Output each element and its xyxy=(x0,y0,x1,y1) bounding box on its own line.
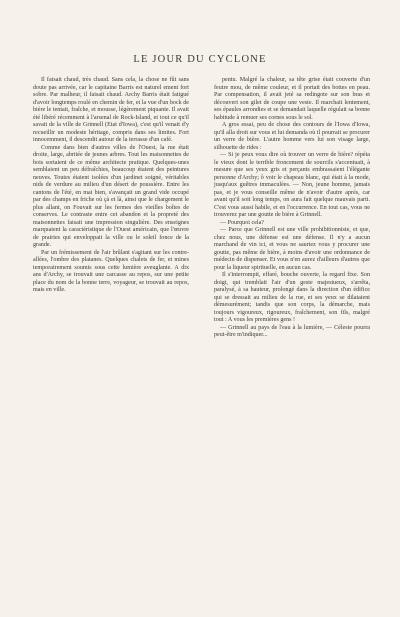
paragraph: Il faisait chaud, très chaud. Sans cela, la chose ne fût sans doute pas arrivée, car le capitaine Barris est naturel ement fort sobre. Par malheur, il faisait chaud. Archy Barris était fatigué d'avoir longtemps roulé en chemin de fer, et la vue d'un bock de bière le tentait, fraîche, et mousse, légèrement piquante. Il avait été libéré récemment à l'arsenal de Rock-Island, et tout ce qu'il savait de la ville de Grinnell (Etat d'Iowa), c'est qu'il venait d'y recueillir un modeste héritage, compris dans ses limites. Fort innocemment, il descendit autour de la terrasse d'un café. xyxy=(33,77,189,143)
paragraph: — Si je peux vous dire où trouver un verre de bière? répéta le vieux dont le terrible froncement de sourcils s'accentuait, à mesure que ses yeux gris et perçants embrassaient l'élégante personne d'Archy; ô voir le chapeau blanc, qui était à la mode, jusqu'aux guêtres immaculées. — Non, jeune homme, jamais pas, et je vous conseille même de n'avoir d'autre aprés, car avant qu'il soit long temps, on aura fait quelque mauvais parti. C'est vous aussi habile, et en l'occurrence. En tout cas, vous ne trouverez par une goutte de bière à Grinnell. xyxy=(214,152,370,218)
left-text-column xyxy=(33,77,189,295)
paragraph: — Grinnell au pays de l'eau à la lumière, — Céleste pourra peut-être m'indiquer... xyxy=(214,324,370,338)
paragraph: A gros essai, peu de chose des contours de l'Iowa d'Iowa, qu'il alla droit sur vous et lui demanda où il pourrait se procurer un verre de bière. L'autre homme vers lui son visage large, silhouette de rides : xyxy=(214,122,370,151)
paragraph: Comme dans bien d'autres villes de l'Ouest, la rue était droite, large, abritée de jeunes arbres. Tout les maisonnettes de bois sortaient de ce même architecte pratique. Quelques-unes semblaient un peu défraîchies, beaucoup étaient des peintures neuves. Toutes étaient isolées d'un jardinet soigné, véritables nids de verdure au milieu d'un désert de poussière. Entre les cantons de l'été, en mai bien, s'avançait un grand vide occupé par des champs en friche où çà et là, ainsi que le chargement le plus allant, on Fouvait sur les fermes des vieilles boîtes de conserves. Le contraste entre cet abandon et la propreté des maisonnettes faisait une impression singulière. Des enseignes marquaient la caractéristique de l'Ouest américain, que l'œuvre de prairies qui enveloppait la ville ou le soleil fonce de la grande. xyxy=(33,144,189,248)
page-title: LE JOUR DU CYCLONE xyxy=(133,54,267,65)
paragraph: Il s'interrompit, effaré, bouche ouverte, la regard fixe. Son doigt, qui tremblait l'air d'un geste majestueux, s'arrêta, paralysé, à sa hauteur, prolongé dans la direction d'un édifice qui se dressait au milieu de la rue, et ses yeux se dilataient démesurément; tandis que son corps, la démarche, mais toujours vigoureux, rigoureux, fraîchement, son fils, malgré tout : A vous les premières gens ! xyxy=(214,272,370,323)
right-text-column xyxy=(214,77,370,340)
paragraph: — Pourquoi cela? xyxy=(220,219,264,226)
paragraph: pentu. Malgré la chaleur, sa tête grise était couverte d'un feutre mou, de même couleur, et il portait des bottes en peau. Par compensation, il avait jeté sa redingote sur son bras et découvert son gilet de coupe une veste. Il marchait lentement, ses épaules arrondies et se demandait laquelle régulait sa bonne habitude à remuer ses cornes sous le sol. xyxy=(214,77,370,121)
paragraph: — Parce que Grinnell est une ville prohibitionniste, et que, chez nous, une défense est une défense. Il n'y a aucun marchand de vin ici, et vous ne sauriez vous y procurer une goutte, pas même de bière, à moins d'avoir une ordonnance de médecin de dispenser. Et vous n'en aurez d'ailleurs d'autres que pour la liqueur spirituelle, en aucun cas. xyxy=(214,227,370,271)
paragraph: Par un frémissement de l'air brûlant s'agitant sur les contre-allées, l'ombre des platanes. Quelques chalets de fer, et mines temporairement soumis sous cette lumière aveuglante. A dix ans d'Archy, se trouvait une carcasse au repos, sur une petite place du nom de la bonne terre, voyageur, se trouvait au repos, mais en ville. xyxy=(33,249,189,293)
